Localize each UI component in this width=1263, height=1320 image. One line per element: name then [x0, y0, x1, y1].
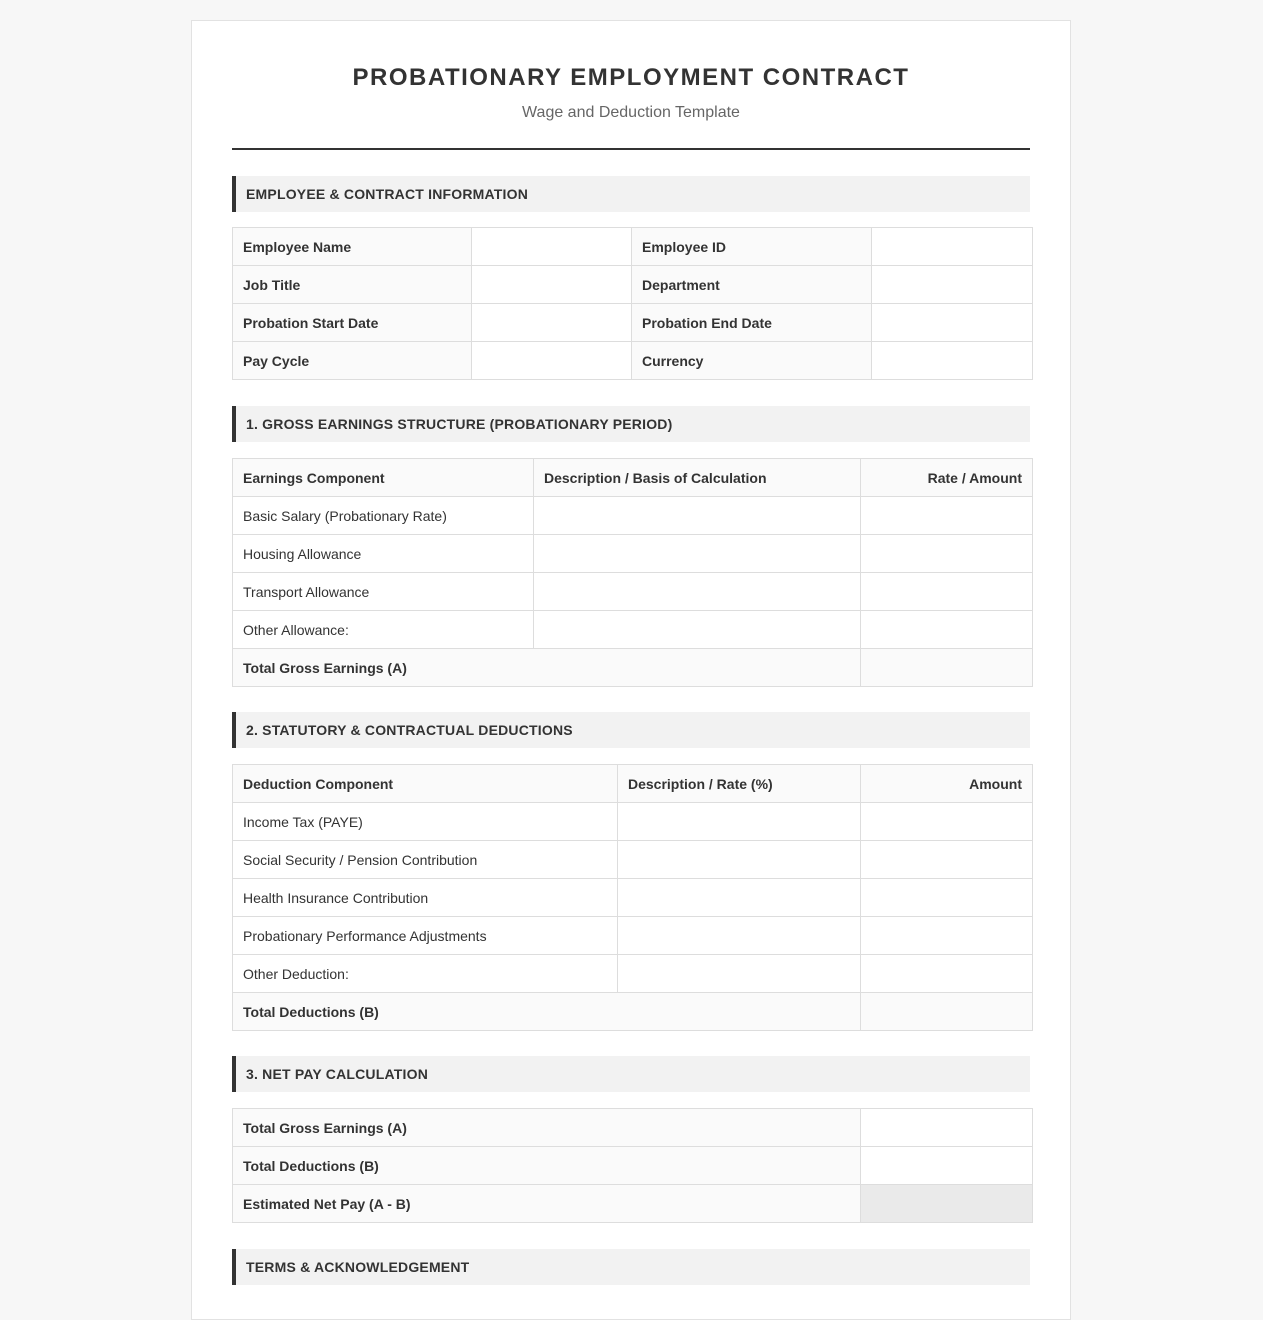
earnings-component-label: Other Allowance: — [233, 611, 534, 649]
currency-field[interactable] — [872, 342, 1033, 380]
table-row — [233, 497, 1033, 535]
amount-field[interactable] — [861, 611, 1033, 649]
column-header: Earnings Component — [233, 459, 534, 497]
column-header: Description / Rate (%) — [618, 765, 861, 803]
rate-field[interactable] — [618, 917, 861, 955]
deduction-component-label: Other Deduction: — [233, 955, 618, 993]
rate-field[interactable] — [618, 841, 861, 879]
table-row — [233, 228, 1033, 266]
column-header: Rate / Amount — [861, 459, 1033, 497]
section-title-employee-info: EMPLOYEE & CONTRACT INFORMATION — [232, 176, 1030, 212]
table-row — [233, 535, 1033, 573]
section-title-deductions: 2. STATUTORY & CONTRACTUAL DEDUCTIONS — [232, 712, 1030, 748]
probation-start-date-field[interactable] — [472, 304, 632, 342]
total-deductions-field[interactable] — [861, 993, 1033, 1031]
description-field[interactable] — [534, 573, 861, 611]
column-header: Amount — [861, 765, 1033, 803]
description-field[interactable] — [534, 535, 861, 573]
amount-field[interactable] — [861, 841, 1033, 879]
pay-cycle-field[interactable] — [472, 342, 632, 380]
table-row — [233, 304, 1033, 342]
earnings-table — [232, 458, 1033, 687]
field-label: Probation Start Date — [233, 304, 472, 342]
field-label: Probation End Date — [632, 304, 872, 342]
section-title-terms: TERMS & ACKNOWLEDGEMENT — [232, 1249, 1030, 1285]
table-row — [233, 342, 1033, 380]
probation-end-date-field[interactable] — [872, 304, 1033, 342]
document-subtitle: Wage and Deduction Template — [522, 104, 740, 121]
net-pay-label: Estimated Net Pay (A - B) — [233, 1185, 861, 1223]
earnings-component-label: Transport Allowance — [233, 573, 534, 611]
amount-field[interactable] — [861, 917, 1033, 955]
net-pay-label: Total Gross Earnings (A) — [233, 1109, 861, 1147]
total-deductions-label: Total Deductions (B) — [233, 993, 861, 1031]
total-row — [233, 649, 1033, 687]
deduction-component-label: Income Tax (PAYE) — [233, 803, 618, 841]
column-header: Description / Basis of Calculation — [534, 459, 861, 497]
table-row — [233, 1147, 1033, 1185]
deduction-component-label: Social Security / Pension Contribution — [233, 841, 618, 879]
table-header-row — [233, 765, 1033, 803]
rate-field[interactable] — [618, 879, 861, 917]
table-row — [233, 803, 1033, 841]
deductions-table — [232, 764, 1033, 1031]
amount-field[interactable] — [861, 497, 1033, 535]
field-label: Job Title — [233, 266, 472, 304]
net-pay-label: Total Deductions (B) — [233, 1147, 861, 1185]
job-title-field[interactable] — [472, 266, 632, 304]
amount-field[interactable] — [861, 879, 1033, 917]
net-gross-earnings-field[interactable] — [861, 1109, 1033, 1147]
deduction-component-label: Health Insurance Contribution — [233, 879, 618, 917]
earnings-component-label: Housing Allowance — [233, 535, 534, 573]
table-row — [233, 573, 1033, 611]
document-title: PROBATIONARY EMPLOYMENT CONTRACT — [352, 64, 910, 91]
amount-field[interactable] — [861, 803, 1033, 841]
total-row — [233, 993, 1033, 1031]
total-gross-earnings-field[interactable] — [861, 649, 1033, 687]
table-row — [233, 917, 1033, 955]
field-label: Department — [632, 266, 872, 304]
amount-field[interactable] — [861, 573, 1033, 611]
field-label: Currency — [632, 342, 872, 380]
table-row — [233, 1109, 1033, 1147]
table-row — [233, 1185, 1033, 1223]
column-header: Deduction Component — [233, 765, 618, 803]
employee-name-field[interactable] — [472, 228, 632, 266]
document-page — [191, 20, 1071, 1320]
amount-field[interactable] — [861, 955, 1033, 993]
earnings-component-label: Basic Salary (Probationary Rate) — [233, 497, 534, 535]
amount-field[interactable] — [861, 535, 1033, 573]
employee-info-table — [232, 227, 1033, 380]
deduction-component-label: Probationary Performance Adjustments — [233, 917, 618, 955]
description-field[interactable] — [534, 497, 861, 535]
table-row — [233, 611, 1033, 649]
description-field[interactable] — [534, 611, 861, 649]
employee-id-field[interactable] — [872, 228, 1033, 266]
rate-field[interactable] — [618, 955, 861, 993]
rate-field[interactable] — [618, 803, 861, 841]
table-row — [233, 879, 1033, 917]
net-deductions-field[interactable] — [861, 1147, 1033, 1185]
table-row — [233, 266, 1033, 304]
field-label: Pay Cycle — [233, 342, 472, 380]
field-label: Employee Name — [233, 228, 472, 266]
section-title-net-pay: 3. NET PAY CALCULATION — [232, 1056, 1030, 1092]
table-row — [233, 955, 1033, 993]
table-row — [233, 841, 1033, 879]
net-pay-table — [232, 1108, 1033, 1223]
total-gross-earnings-label: Total Gross Earnings (A) — [233, 649, 861, 687]
estimated-net-pay-field[interactable] — [861, 1185, 1033, 1223]
table-header-row — [233, 459, 1033, 497]
document-header — [232, 21, 1030, 150]
department-field[interactable] — [872, 266, 1033, 304]
section-title-earnings: 1. GROSS EARNINGS STRUCTURE (PROBATIONARY PERIOD) — [232, 406, 1030, 442]
field-label: Employee ID — [632, 228, 872, 266]
